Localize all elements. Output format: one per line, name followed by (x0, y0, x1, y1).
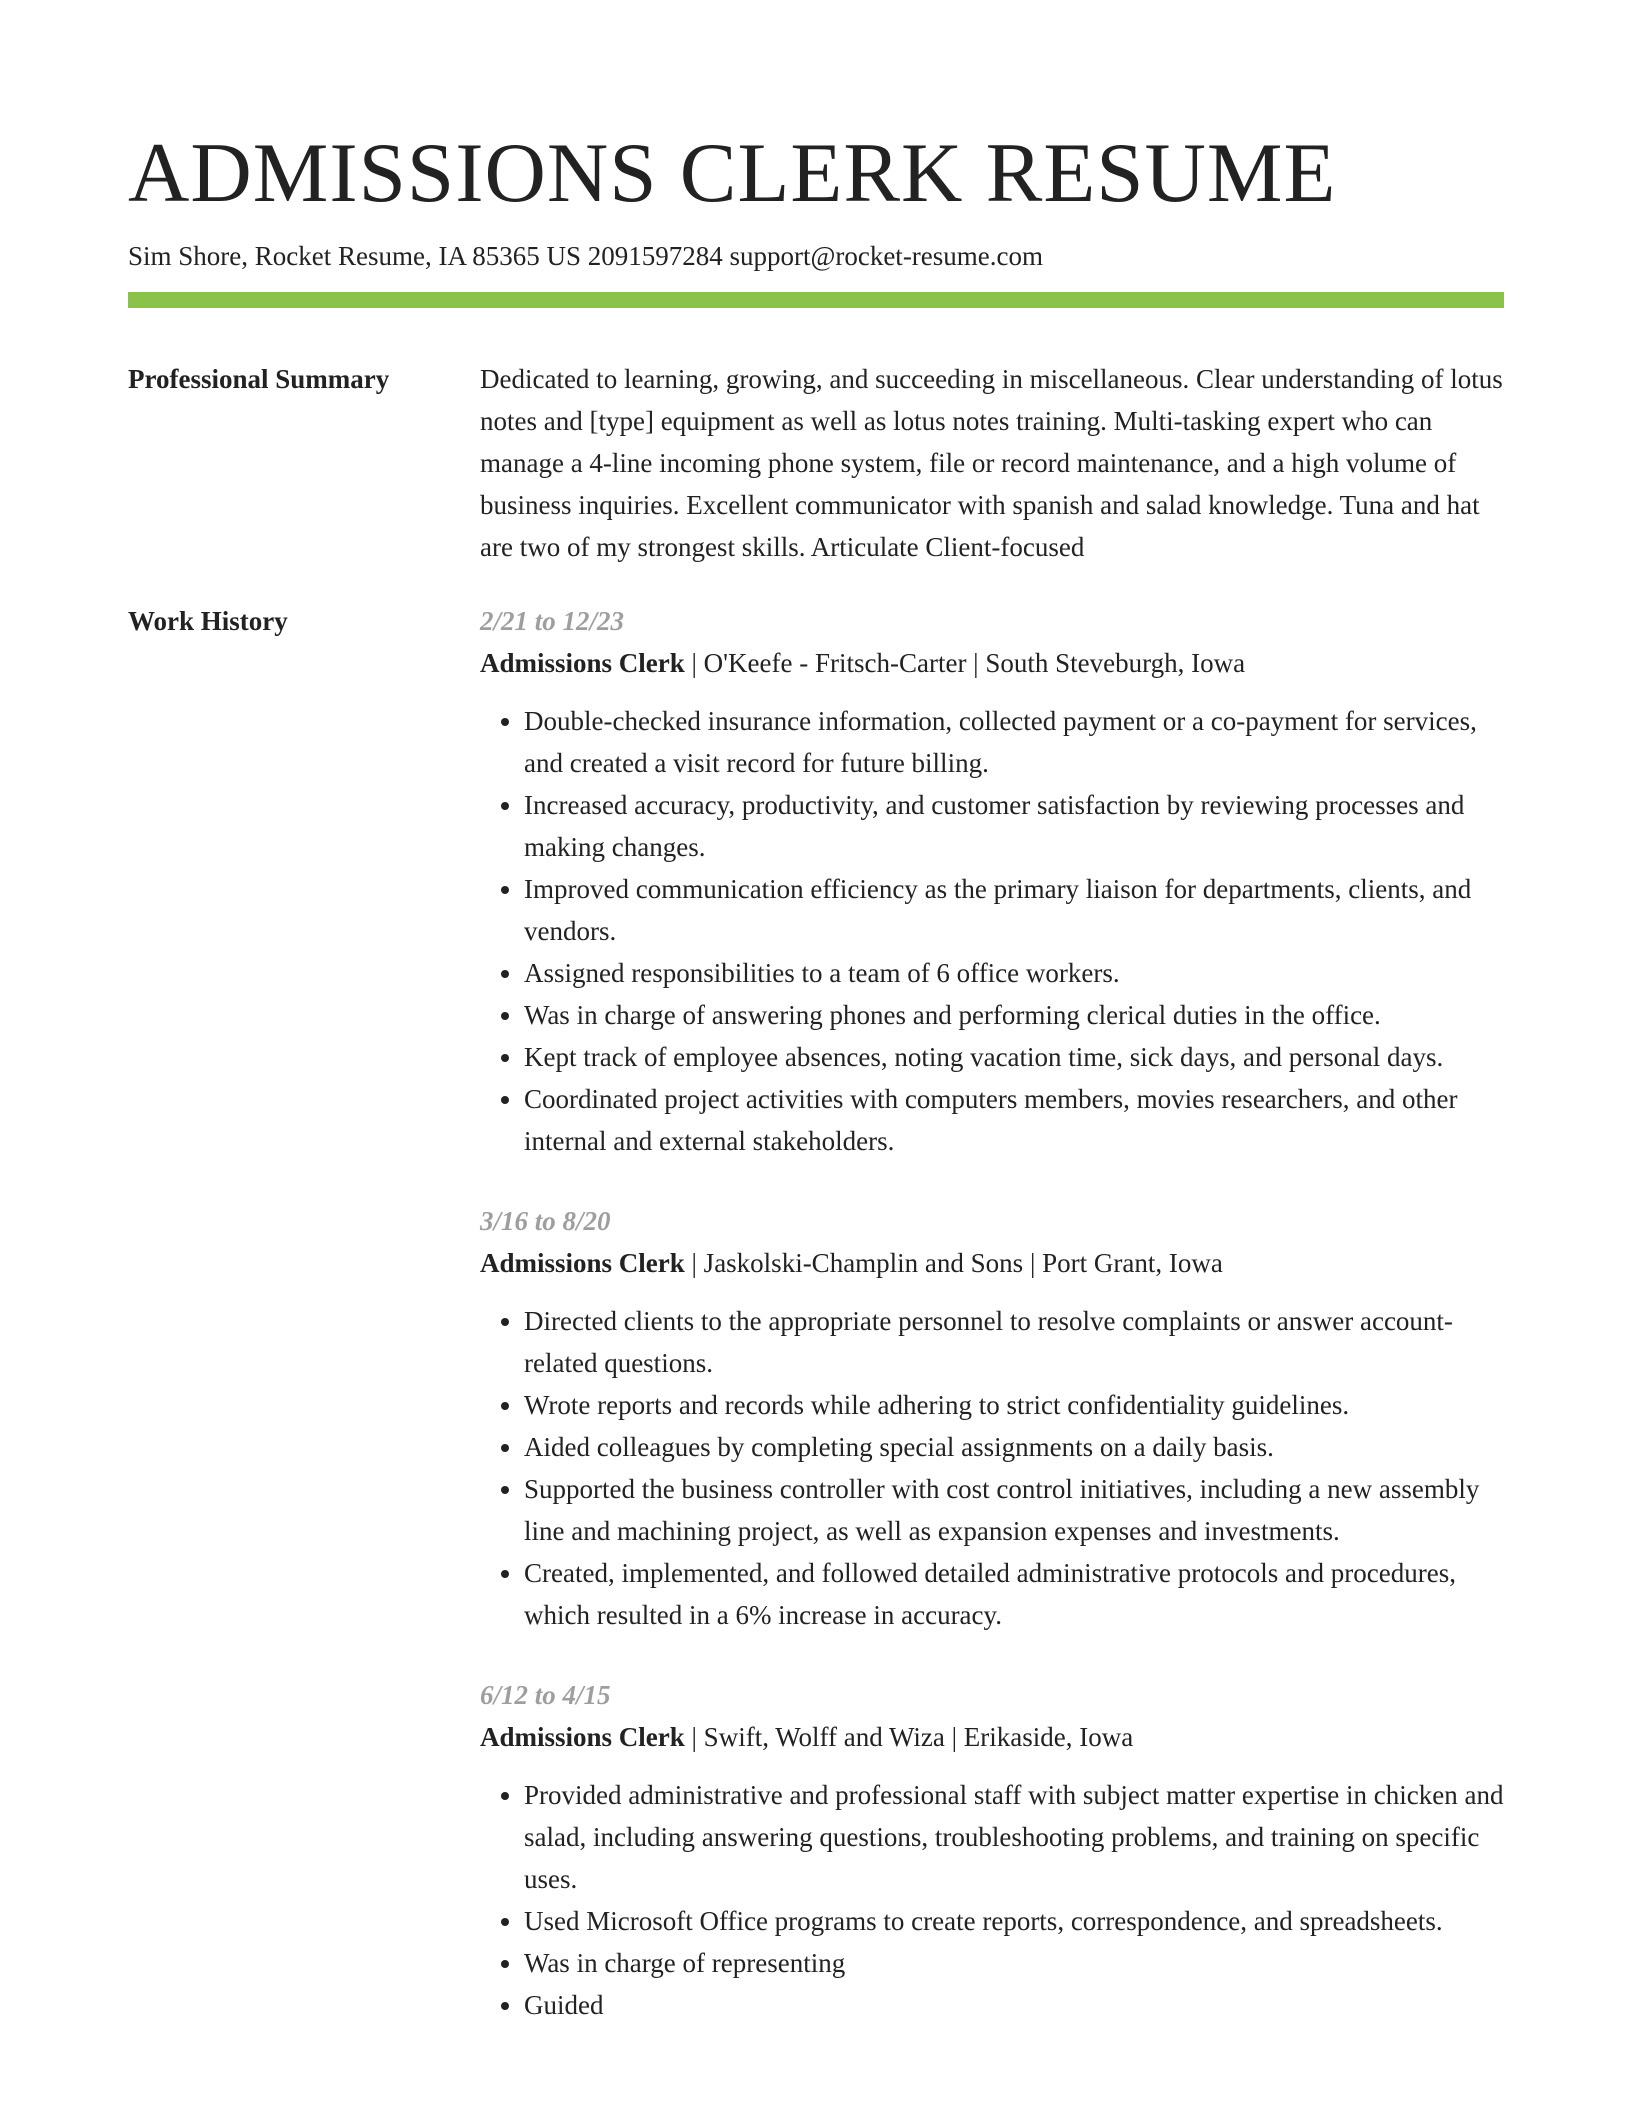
list-item: • Directed clients to the appropriate personnel to resolve complaints or answer account-related questions. (524, 1300, 1504, 1384)
summary-text: Dedicated to learning, growing, and succeeding in miscellaneous. Clear understanding of lotus notes and [type] equipment as well as lotus notes training. Multi-tasking expert who can manage a 4-line incoming phone system, file or record maintenance, and a high volume of business inquiries. Excellent communicator with spanish and salad knowledge. Tuna and hat are two of my strongest skills. Articulate Client-focused (480, 364, 1503, 562)
professional-summary-section (128, 358, 1504, 568)
job-title: Admissions Clerk (480, 648, 685, 678)
list-item: • Used Microsoft Office programs to create reports, correspondence, and spreadsheets. (524, 1900, 1504, 1942)
job-dates: 3/16 to 8/20 (480, 1206, 611, 1236)
list-item: • Improved communication efficiency as the primary liaison for departments, clients, and vendors. (524, 868, 1504, 952)
job-details: | O'Keefe - Fritsch-Carter | South Steveburgh, Iowa (684, 648, 1246, 678)
contact-info: Sim Shore, Rocket Resume, IA 85365 US 2091597284 support@rocket-resume.com (128, 241, 1044, 271)
list-item: • Provided administrative and professional staff with subject matter expertise in chicken and salad, including answering questions, troubleshooting problems, and training on specific uses. (524, 1774, 1504, 1900)
job-dates: 6/12 to 4/15 (480, 1680, 611, 1710)
list-item: • Guided (524, 1984, 1504, 2026)
list-item: • Kept track of employee absences, noting vacation time, sick days, and personal days. (524, 1036, 1504, 1078)
job-title: Admissions Clerk (480, 1248, 685, 1278)
job-heading (480, 1242, 1504, 1284)
accent-divider (128, 292, 1504, 308)
list-item: • Coordinated project activities with computers members, movies researchers, and other internal and external stakeholders. (524, 1078, 1504, 1162)
list-item: • Supported the business controller with cost control initiatives, including a new assembly line and machining project, as well as expansion expenses and investments. (524, 1468, 1504, 1552)
list-item: • Was in charge of answering phones and performing clerical duties in the office. (524, 994, 1504, 1036)
list-item: • Wrote reports and records while adhering to strict confidentiality guidelines. (524, 1384, 1504, 1426)
section-label: Professional Summary (128, 364, 390, 394)
job-details: | Swift, Wolff and Wiza | Erikaside, Iowa (684, 1722, 1134, 1752)
duty-list (480, 700, 1504, 1162)
job-entry (480, 1674, 1504, 2026)
job-dates: 2/21 to 12/23 (480, 606, 625, 636)
job-entry (480, 600, 1504, 1162)
list-item: • Was in charge of representing (524, 1942, 1504, 1984)
list-item: • Aided colleagues by completing special assignments on a daily basis. (524, 1426, 1504, 1468)
list-item: • Double-checked insurance information, collected payment or a co-payment for services, and created a visit record for future billing. (524, 700, 1504, 784)
job-heading (480, 1716, 1504, 1758)
list-item: • Created, implemented, and followed detailed administrative protocols and procedures, which resulted in a 6% increase in accuracy. (524, 1552, 1504, 1636)
job-entry (480, 1200, 1504, 1636)
work-history-section (128, 600, 1504, 2064)
duty-list (480, 1300, 1504, 1636)
duty-list (480, 1774, 1504, 2026)
job-heading (480, 642, 1504, 684)
resume-title: ADMISSIONS CLERK RESUME (128, 126, 1337, 220)
resume-page (128, 0, 1504, 2064)
job-title: Admissions Clerk (480, 1722, 685, 1752)
job-list (480, 600, 1504, 2064)
job-details: | Jaskolski-Champlin and Sons | Port Grant, Iowa (684, 1248, 1223, 1278)
section-label: Work History (128, 606, 288, 636)
list-item: • Increased accuracy, productivity, and customer satisfaction by reviewing processes and making changes. (524, 784, 1504, 868)
list-item: • Assigned responsibilities to a team of 6 office workers. (524, 952, 1504, 994)
